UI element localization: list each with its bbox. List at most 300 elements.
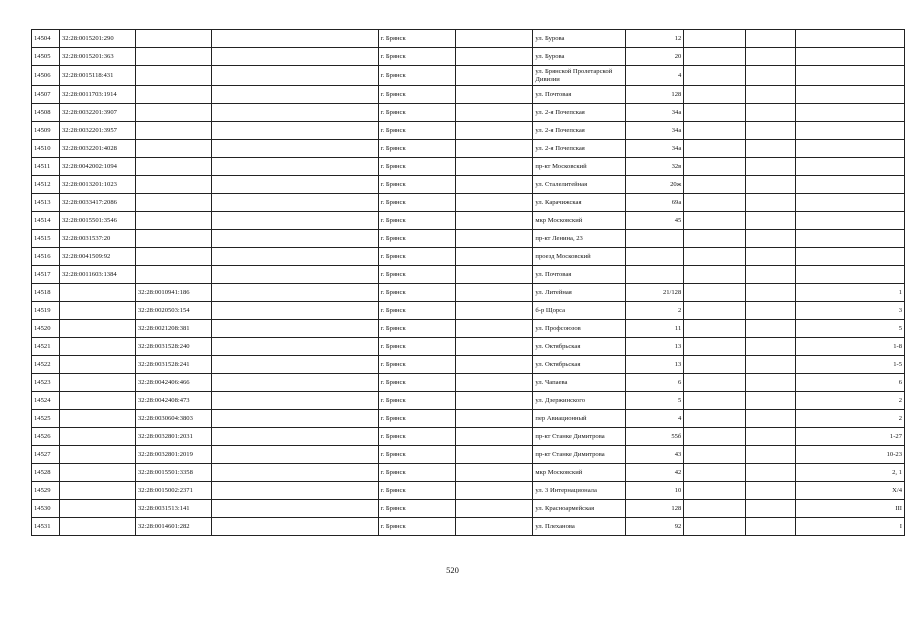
cell-blank-col — [211, 176, 378, 194]
cell-blank-col-3 — [684, 356, 746, 374]
cell-city: г. Брянск — [378, 140, 455, 158]
cell-cadastral-number-b: 32:28:0014601:282 — [135, 518, 211, 536]
cell-cadastral-number-b: 32:28:0042406:466 — [135, 374, 211, 392]
cell-row-number: 14506 — [32, 66, 60, 86]
cell-blank-col — [211, 284, 378, 302]
cell-city: г. Брянск — [378, 374, 455, 392]
cell-row-number: 14508 — [32, 104, 60, 122]
cell-blank-col-2 — [455, 500, 533, 518]
cell-blank-col-2 — [455, 482, 533, 500]
table-row — [32, 518, 905, 536]
cell-apartment: 6 — [796, 374, 905, 392]
cell-house-number: 128 — [626, 500, 684, 518]
cell-blank-col — [211, 230, 378, 248]
cell-blank-col-4 — [746, 374, 796, 392]
cell-city: г. Брянск — [378, 122, 455, 140]
table-row — [32, 500, 905, 518]
cell-cadastral-number-a: 32:28:0042002:1094 — [59, 158, 135, 176]
cell-house-number: 6 — [626, 374, 684, 392]
table-row — [32, 30, 905, 48]
cell-blank-col-3 — [684, 302, 746, 320]
cell-blank-col — [211, 30, 378, 48]
cell-city: г. Брянск — [378, 86, 455, 104]
cell-cadastral-number-b — [135, 48, 211, 66]
cell-blank-col-2 — [455, 320, 533, 338]
cell-blank-col-4 — [746, 464, 796, 482]
table-row — [32, 158, 905, 176]
cell-blank-col-4 — [746, 158, 796, 176]
cell-cadastral-number-b — [135, 104, 211, 122]
table-row — [32, 194, 905, 212]
cell-apartment: 2, 1 — [796, 464, 905, 482]
cell-cadastral-number-b: 32:28:0032801:2019 — [135, 446, 211, 464]
cell-apartment — [796, 248, 905, 266]
cell-apartment — [796, 140, 905, 158]
cell-row-number: 14509 — [32, 122, 60, 140]
cell-blank-col-3 — [684, 338, 746, 356]
cell-cadastral-number-b: 32:28:0015002:2371 — [135, 482, 211, 500]
cell-row-number: 14523 — [32, 374, 60, 392]
cell-city: г. Брянск — [378, 230, 455, 248]
cell-apartment: III — [796, 500, 905, 518]
cell-blank-col-2 — [455, 302, 533, 320]
cell-blank-col-2 — [455, 410, 533, 428]
cell-city: г. Брянск — [378, 48, 455, 66]
cell-row-number: 14513 — [32, 194, 60, 212]
cell-blank-col-4 — [746, 140, 796, 158]
cell-apartment — [796, 48, 905, 66]
cell-city: г. Брянск — [378, 392, 455, 410]
table-row — [32, 230, 905, 248]
cell-blank-col-3 — [684, 176, 746, 194]
cell-house-number: 92 — [626, 518, 684, 536]
cell-blank-col — [211, 338, 378, 356]
cell-cadastral-number-a: 32:28:0032201:3907 — [59, 104, 135, 122]
cell-apartment — [796, 104, 905, 122]
cell-blank-col-2 — [455, 48, 533, 66]
cell-cadastral-number-b — [135, 86, 211, 104]
cell-cadastral-number-a — [59, 428, 135, 446]
cell-cadastral-number-a: 32:28:0032201:3957 — [59, 122, 135, 140]
cell-blank-col-3 — [684, 86, 746, 104]
cell-street: ул. Почтовая — [533, 266, 626, 284]
cell-row-number: 14518 — [32, 284, 60, 302]
cell-blank-col-2 — [455, 176, 533, 194]
cell-street: ул. 2-я Почепская — [533, 104, 626, 122]
cell-street: ул. 2-я Почепская — [533, 140, 626, 158]
cell-street: ул. Октябрьская — [533, 356, 626, 374]
cell-row-number: 14516 — [32, 248, 60, 266]
cell-blank-col-4 — [746, 284, 796, 302]
cell-blank-col-4 — [746, 248, 796, 266]
registry-table — [31, 29, 905, 536]
page-number: 520 — [446, 565, 459, 575]
table-row — [32, 482, 905, 500]
cell-street: ул. Бурова — [533, 30, 626, 48]
cell-cadastral-number-b: 32:28:0010941:186 — [135, 284, 211, 302]
cell-city: г. Брянск — [378, 158, 455, 176]
cell-cadastral-number-a: 32:28:0013201:1023 — [59, 176, 135, 194]
cell-cadastral-number-b — [135, 212, 211, 230]
cell-cadastral-number-b: 32:28:0042408:473 — [135, 392, 211, 410]
cell-street: ул. Октябрьская — [533, 338, 626, 356]
table-row — [32, 446, 905, 464]
cell-cadastral-number-a — [59, 518, 135, 536]
cell-city: г. Брянск — [378, 30, 455, 48]
cell-blank-col-3 — [684, 284, 746, 302]
cell-blank-col-4 — [746, 66, 796, 86]
cell-blank-col-4 — [746, 86, 796, 104]
cell-house-number — [626, 230, 684, 248]
table-row — [32, 392, 905, 410]
cell-apartment — [796, 176, 905, 194]
cell-blank-col-3 — [684, 248, 746, 266]
cell-cadastral-number-a — [59, 464, 135, 482]
cell-cadastral-number-a — [59, 410, 135, 428]
cell-blank-col — [211, 392, 378, 410]
cell-city: г. Брянск — [378, 104, 455, 122]
table-row — [32, 374, 905, 392]
cell-cadastral-number-a: 32:28:0015201:290 — [59, 30, 135, 48]
cell-cadastral-number-a — [59, 482, 135, 500]
cell-apartment — [796, 66, 905, 86]
table-row — [32, 104, 905, 122]
cell-cadastral-number-b: 32:28:0020503:154 — [135, 302, 211, 320]
table-row — [32, 410, 905, 428]
cell-blank-col-3 — [684, 230, 746, 248]
cell-street: мкр Московский — [533, 464, 626, 482]
cell-blank-col-2 — [455, 284, 533, 302]
cell-row-number: 14511 — [32, 158, 60, 176]
cell-blank-col-3 — [684, 500, 746, 518]
cell-street: пр-кт Станке Димитрова — [533, 446, 626, 464]
table-row — [32, 248, 905, 266]
cell-house-number: 12 — [626, 30, 684, 48]
cell-blank-col-3 — [684, 122, 746, 140]
cell-blank-col — [211, 410, 378, 428]
cell-blank-col — [211, 66, 378, 86]
cell-blank-col-2 — [455, 30, 533, 48]
cell-street: пр-кт Ленина, 23 — [533, 230, 626, 248]
cell-blank-col-4 — [746, 428, 796, 446]
cell-blank-col-3 — [684, 158, 746, 176]
cell-row-number: 14520 — [32, 320, 60, 338]
cell-blank-col-4 — [746, 302, 796, 320]
cell-blank-col — [211, 140, 378, 158]
cell-blank-col-3 — [684, 30, 746, 48]
cell-house-number: 55б — [626, 428, 684, 446]
registry-table-body — [32, 30, 905, 536]
cell-city: г. Брянск — [378, 194, 455, 212]
cell-house-number: 34а — [626, 122, 684, 140]
cell-street: ул. Плеханова — [533, 518, 626, 536]
cell-blank-col-4 — [746, 518, 796, 536]
cell-street: ул. Брянской Пролетарской Дивизии — [533, 66, 626, 86]
cell-row-number: 14529 — [32, 482, 60, 500]
cell-street: ул. Бурова — [533, 48, 626, 66]
cell-cadastral-number-b — [135, 66, 211, 86]
cell-blank-col — [211, 266, 378, 284]
cell-blank-col-3 — [684, 212, 746, 230]
cell-cadastral-number-a — [59, 446, 135, 464]
cell-street: ул. Красноармейская — [533, 500, 626, 518]
cell-house-number: 69а — [626, 194, 684, 212]
cell-city: г. Брянск — [378, 284, 455, 302]
table-row — [32, 48, 905, 66]
cell-city: г. Брянск — [378, 320, 455, 338]
cell-blank-col-4 — [746, 212, 796, 230]
cell-row-number: 14510 — [32, 140, 60, 158]
cell-street: ул. Профсоюзов — [533, 320, 626, 338]
cell-cadastral-number-b — [135, 122, 211, 140]
cell-city: г. Брянск — [378, 266, 455, 284]
cell-city: г. Брянск — [378, 338, 455, 356]
cell-apartment: 10-23 — [796, 446, 905, 464]
cell-blank-col — [211, 194, 378, 212]
cell-street: ул. Дзержинского — [533, 392, 626, 410]
cell-blank-col — [211, 48, 378, 66]
cell-city: г. Брянск — [378, 500, 455, 518]
cell-house-number: 32в — [626, 158, 684, 176]
cell-apartment — [796, 212, 905, 230]
cell-apartment — [796, 230, 905, 248]
cell-blank-col-3 — [684, 518, 746, 536]
cell-apartment: 1-8 — [796, 338, 905, 356]
cell-blank-col-4 — [746, 30, 796, 48]
cell-city: г. Брянск — [378, 66, 455, 86]
cell-blank-col-3 — [684, 374, 746, 392]
cell-blank-col-2 — [455, 230, 533, 248]
cell-blank-col-3 — [684, 140, 746, 158]
cell-cadastral-number-a: 32:28:0041509:92 — [59, 248, 135, 266]
table-row — [32, 464, 905, 482]
table-row — [32, 266, 905, 284]
cell-cadastral-number-b — [135, 248, 211, 266]
cell-blank-col-2 — [455, 266, 533, 284]
cell-apartment: 1-5 — [796, 356, 905, 374]
cell-blank-col-4 — [746, 482, 796, 500]
cell-apartment: 1-27 — [796, 428, 905, 446]
cell-row-number: 14519 — [32, 302, 60, 320]
cell-blank-col-3 — [684, 410, 746, 428]
cell-cadastral-number-b — [135, 158, 211, 176]
cell-cadastral-number-b: 32:28:0021208:381 — [135, 320, 211, 338]
cell-street: ул. Почтовая — [533, 86, 626, 104]
cell-cadastral-number-a: 32:28:0011603:1384 — [59, 266, 135, 284]
cell-blank-col — [211, 374, 378, 392]
cell-blank-col — [211, 446, 378, 464]
table-row — [32, 338, 905, 356]
cell-blank-col — [211, 320, 378, 338]
cell-blank-col — [211, 302, 378, 320]
cell-blank-col-2 — [455, 446, 533, 464]
cell-apartment — [796, 194, 905, 212]
table-row — [32, 140, 905, 158]
cell-blank-col — [211, 428, 378, 446]
cell-cadastral-number-b — [135, 30, 211, 48]
cell-blank-col-4 — [746, 230, 796, 248]
table-row — [32, 66, 905, 86]
cell-house-number: 42 — [626, 464, 684, 482]
cell-blank-col — [211, 500, 378, 518]
cell-row-number: 14504 — [32, 30, 60, 48]
cell-cadastral-number-b — [135, 140, 211, 158]
cell-blank-col — [211, 482, 378, 500]
cell-house-number: 34а — [626, 104, 684, 122]
cell-blank-col-2 — [455, 518, 533, 536]
cell-street: пр-кт Станке Димитрова — [533, 428, 626, 446]
cell-house-number: 45 — [626, 212, 684, 230]
cell-city: г. Брянск — [378, 356, 455, 374]
cell-blank-col-4 — [746, 176, 796, 194]
cell-blank-col-2 — [455, 212, 533, 230]
cell-house-number: 13 — [626, 338, 684, 356]
cell-city: г. Брянск — [378, 464, 455, 482]
cell-house-number — [626, 266, 684, 284]
cell-cadastral-number-b — [135, 176, 211, 194]
cell-blank-col — [211, 104, 378, 122]
cell-blank-col — [211, 122, 378, 140]
table-row — [32, 320, 905, 338]
cell-street: пр-кт Московский — [533, 158, 626, 176]
cell-blank-col-4 — [746, 194, 796, 212]
cell-blank-col — [211, 248, 378, 266]
cell-house-number — [626, 248, 684, 266]
cell-row-number: 14517 — [32, 266, 60, 284]
cell-blank-col-2 — [455, 392, 533, 410]
cell-apartment: 1 — [796, 284, 905, 302]
cell-cadastral-number-b: 32:28:0015501:3358 — [135, 464, 211, 482]
cell-blank-col — [211, 464, 378, 482]
cell-cadastral-number-b — [135, 230, 211, 248]
cell-apartment — [796, 86, 905, 104]
cell-cadastral-number-b: 32:28:0032801:2031 — [135, 428, 211, 446]
cell-city: г. Брянск — [378, 446, 455, 464]
cell-blank-col-3 — [684, 104, 746, 122]
cell-row-number: 14526 — [32, 428, 60, 446]
cell-cadastral-number-a: 32:28:0015201:363 — [59, 48, 135, 66]
cell-blank-col-4 — [746, 320, 796, 338]
cell-street: ул. 3 Интернационала — [533, 482, 626, 500]
cell-cadastral-number-a: 32:28:0031537:20 — [59, 230, 135, 248]
cell-blank-col-4 — [746, 392, 796, 410]
cell-cadastral-number-a — [59, 338, 135, 356]
cell-blank-col-4 — [746, 356, 796, 374]
cell-blank-col-4 — [746, 500, 796, 518]
cell-house-number: 20 — [626, 48, 684, 66]
cell-house-number: 21/128 — [626, 284, 684, 302]
cell-cadastral-number-a: 32:28:0033417:2086 — [59, 194, 135, 212]
cell-blank-col-2 — [455, 140, 533, 158]
cell-row-number: 14531 — [32, 518, 60, 536]
cell-blank-col-2 — [455, 374, 533, 392]
cell-row-number: 14522 — [32, 356, 60, 374]
cell-blank-col-4 — [746, 48, 796, 66]
cell-row-number: 14515 — [32, 230, 60, 248]
cell-cadastral-number-a: 32:28:0032201:4028 — [59, 140, 135, 158]
cell-blank-col-3 — [684, 66, 746, 86]
cell-street: проезд Московский — [533, 248, 626, 266]
cell-blank-col-2 — [455, 104, 533, 122]
table-row — [32, 122, 905, 140]
cell-blank-col-2 — [455, 338, 533, 356]
cell-apartment: 2 — [796, 392, 905, 410]
cell-house-number: 13 — [626, 356, 684, 374]
cell-cadastral-number-a — [59, 302, 135, 320]
cell-row-number: 14527 — [32, 446, 60, 464]
cell-blank-col-2 — [455, 86, 533, 104]
cell-blank-col-3 — [684, 446, 746, 464]
table-row — [32, 86, 905, 104]
cell-blank-col-3 — [684, 266, 746, 284]
table-row — [32, 428, 905, 446]
cell-blank-col — [211, 518, 378, 536]
cell-cadastral-number-a: 32:28:0011703:1914 — [59, 86, 135, 104]
cell-house-number: 2 — [626, 302, 684, 320]
cell-cadastral-number-b — [135, 194, 211, 212]
cell-street: ул. Карачижская — [533, 194, 626, 212]
cell-blank-col — [211, 356, 378, 374]
cell-blank-col-2 — [455, 248, 533, 266]
cell-house-number: 34а — [626, 140, 684, 158]
cell-blank-col-2 — [455, 158, 533, 176]
cell-cadastral-number-a — [59, 320, 135, 338]
cell-blank-col — [211, 86, 378, 104]
cell-city: г. Брянск — [378, 302, 455, 320]
cell-city: г. Брянск — [378, 410, 455, 428]
cell-street: ул. 2-я Почепская — [533, 122, 626, 140]
cell-blank-col-3 — [684, 428, 746, 446]
cell-row-number: 14528 — [32, 464, 60, 482]
cell-blank-col-4 — [746, 266, 796, 284]
cell-house-number: 10 — [626, 482, 684, 500]
cell-row-number: 14521 — [32, 338, 60, 356]
cell-house-number: 5 — [626, 392, 684, 410]
cell-apartment — [796, 122, 905, 140]
cell-blank-col-2 — [455, 194, 533, 212]
cell-blank-col-2 — [455, 356, 533, 374]
cell-blank-col-3 — [684, 48, 746, 66]
cell-apartment: I — [796, 518, 905, 536]
cell-street: ул. Сталелитейная — [533, 176, 626, 194]
cell-street: ул. Литейная — [533, 284, 626, 302]
cell-blank-col-3 — [684, 320, 746, 338]
cell-blank-col-4 — [746, 122, 796, 140]
cell-row-number: 14512 — [32, 176, 60, 194]
cell-city: г. Брянск — [378, 248, 455, 266]
cell-apartment: 3 — [796, 302, 905, 320]
cell-apartment — [796, 158, 905, 176]
cell-cadastral-number-b: 32:28:0031528:241 — [135, 356, 211, 374]
cell-cadastral-number-a — [59, 356, 135, 374]
cell-city: г. Брянск — [378, 482, 455, 500]
cell-apartment — [796, 30, 905, 48]
cell-row-number: 14524 — [32, 392, 60, 410]
cell-blank-col-3 — [684, 482, 746, 500]
cell-apartment: 5 — [796, 320, 905, 338]
cell-cadastral-number-a — [59, 500, 135, 518]
cell-blank-col-2 — [455, 428, 533, 446]
cell-house-number: 128 — [626, 86, 684, 104]
cell-city: г. Брянск — [378, 176, 455, 194]
cell-blank-col-2 — [455, 122, 533, 140]
cell-cadastral-number-b — [135, 266, 211, 284]
cell-blank-col-4 — [746, 104, 796, 122]
cell-apartment — [796, 266, 905, 284]
table-row — [32, 176, 905, 194]
cell-blank-col-2 — [455, 464, 533, 482]
cell-city: г. Брянск — [378, 212, 455, 230]
